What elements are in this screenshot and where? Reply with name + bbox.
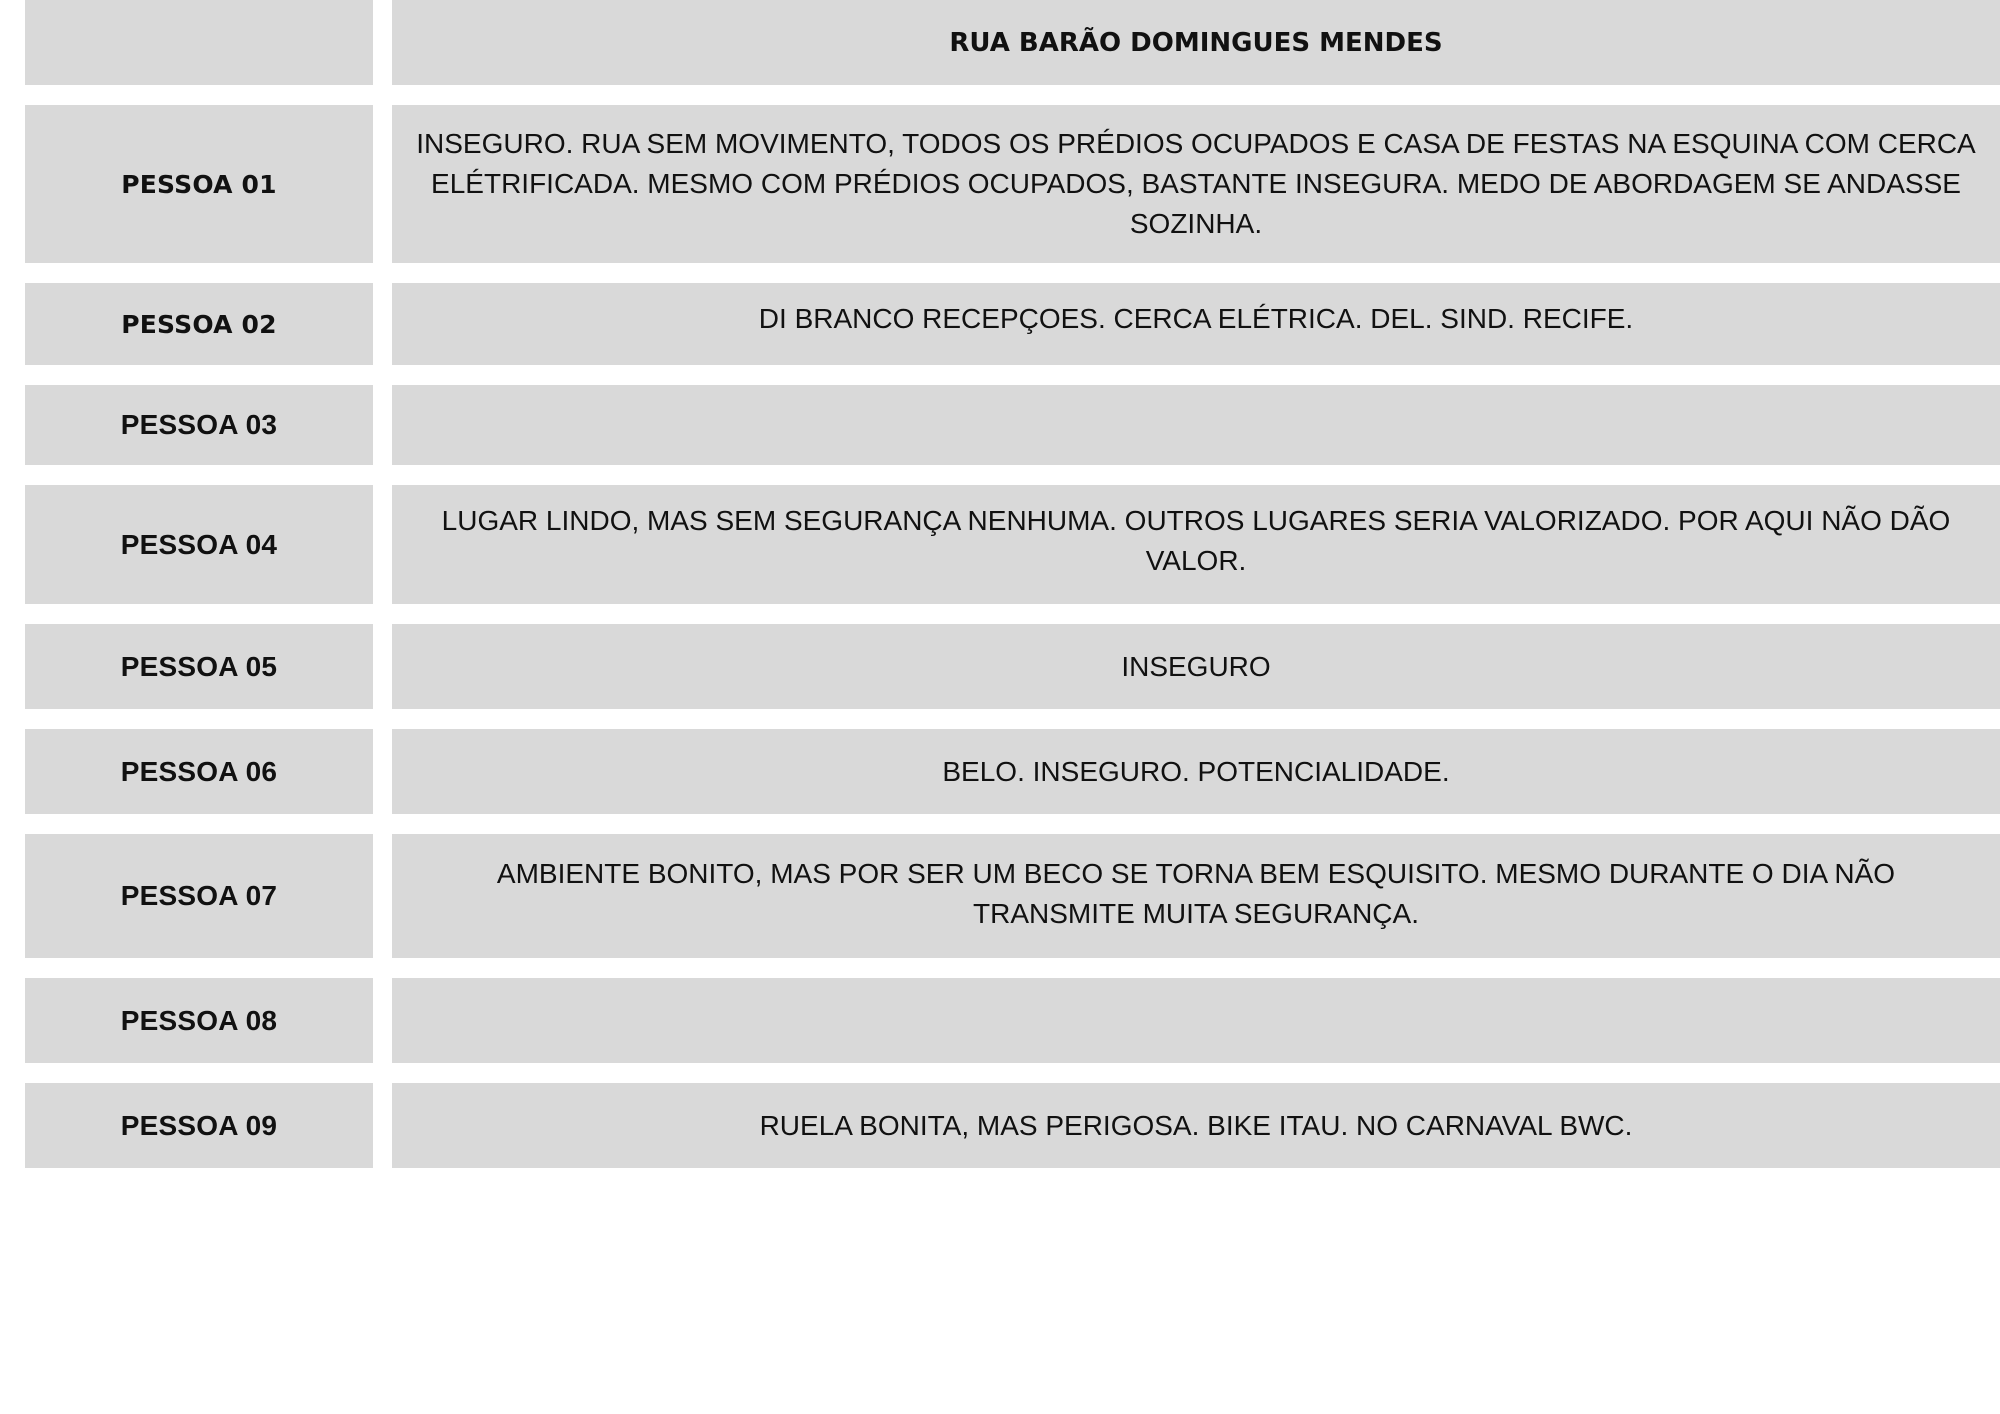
row-label-cell [25,385,373,465]
person-label: PESSOA 01 [121,169,277,199]
row-comment-cell [392,1083,2000,1168]
row-comment-cell [392,834,2000,958]
person-label: PESSOA 07 [120,880,278,911]
row-label-cell [25,729,373,814]
row-comment-cell [392,385,2000,465]
row-label-cell [25,283,373,365]
row-comment-cell [392,105,2000,263]
person-comment: BELO. INSEGURO. POTENCIALIDADE. [942,755,1450,787]
header-corner-cell [25,0,373,85]
person-label: PESSOA 02 [121,309,277,339]
row-label-cell [25,485,373,604]
person-comment: LUGAR LINDO, MAS SEM SEGURANÇA NENHUMA. OUTROS LUGARES SERIA VALORIZADO. POR AQUI NÃO DÃO VALOR. [441,505,1951,576]
person-label: PESSOA 09 [120,1109,278,1141]
row-label-cell [25,978,373,1063]
person-comment: AMBIENTE BONITO, MAS POR SER UM BECO SE TORNA BEM ESQUISITO. MESMO DURANTE O DIA NÃO TRANSMITE MUITA SEGURANÇA. [496,858,1896,929]
row-label-cell [25,624,373,709]
person-label: PESSOA 06 [120,755,278,787]
row-label-cell [25,105,373,263]
row-comment-cell [392,729,2000,814]
street-title: RUA BARÃO DOMINGUES MENDES [949,27,1443,58]
row-comment-cell [392,283,2000,365]
person-comment: RUELA BONITA, MAS PERIGOSA. BIKE ITAU. NO CARNAVAL BWC. [759,1109,1633,1141]
header-street-cell [392,0,2000,85]
person-comment: DI BRANCO RECEPÇOES. CERCA ELÉTRICA. DEL. SIND. RECIFE. [758,303,1634,334]
row-comment-cell [392,624,2000,709]
person-label: PESSOA 08 [120,1004,278,1036]
person-comment: INSEGURO [1121,650,1271,682]
person-label: PESSOA 03 [120,409,278,440]
row-label-cell [25,834,373,958]
person-label: PESSOA 05 [120,650,278,682]
row-comment-cell [392,485,2000,604]
person-comment: INSEGURO. RUA SEM MOVIMENTO, TODOS OS PRÉDIOS OCUPADOS E CASA DE FESTAS NA ESQUINA COM CERCA ELÉTRIFICADA. MESMO COM PRÉDIOS OCUPADOS, BASTANTE INSEGURA. MEDO DE ABORDAGEM SE ANDASSE SOZINHA. [416,128,1976,239]
row-label-cell [25,1083,373,1168]
row-comment-cell [392,978,2000,1063]
person-label: PESSOA 04 [120,528,278,560]
